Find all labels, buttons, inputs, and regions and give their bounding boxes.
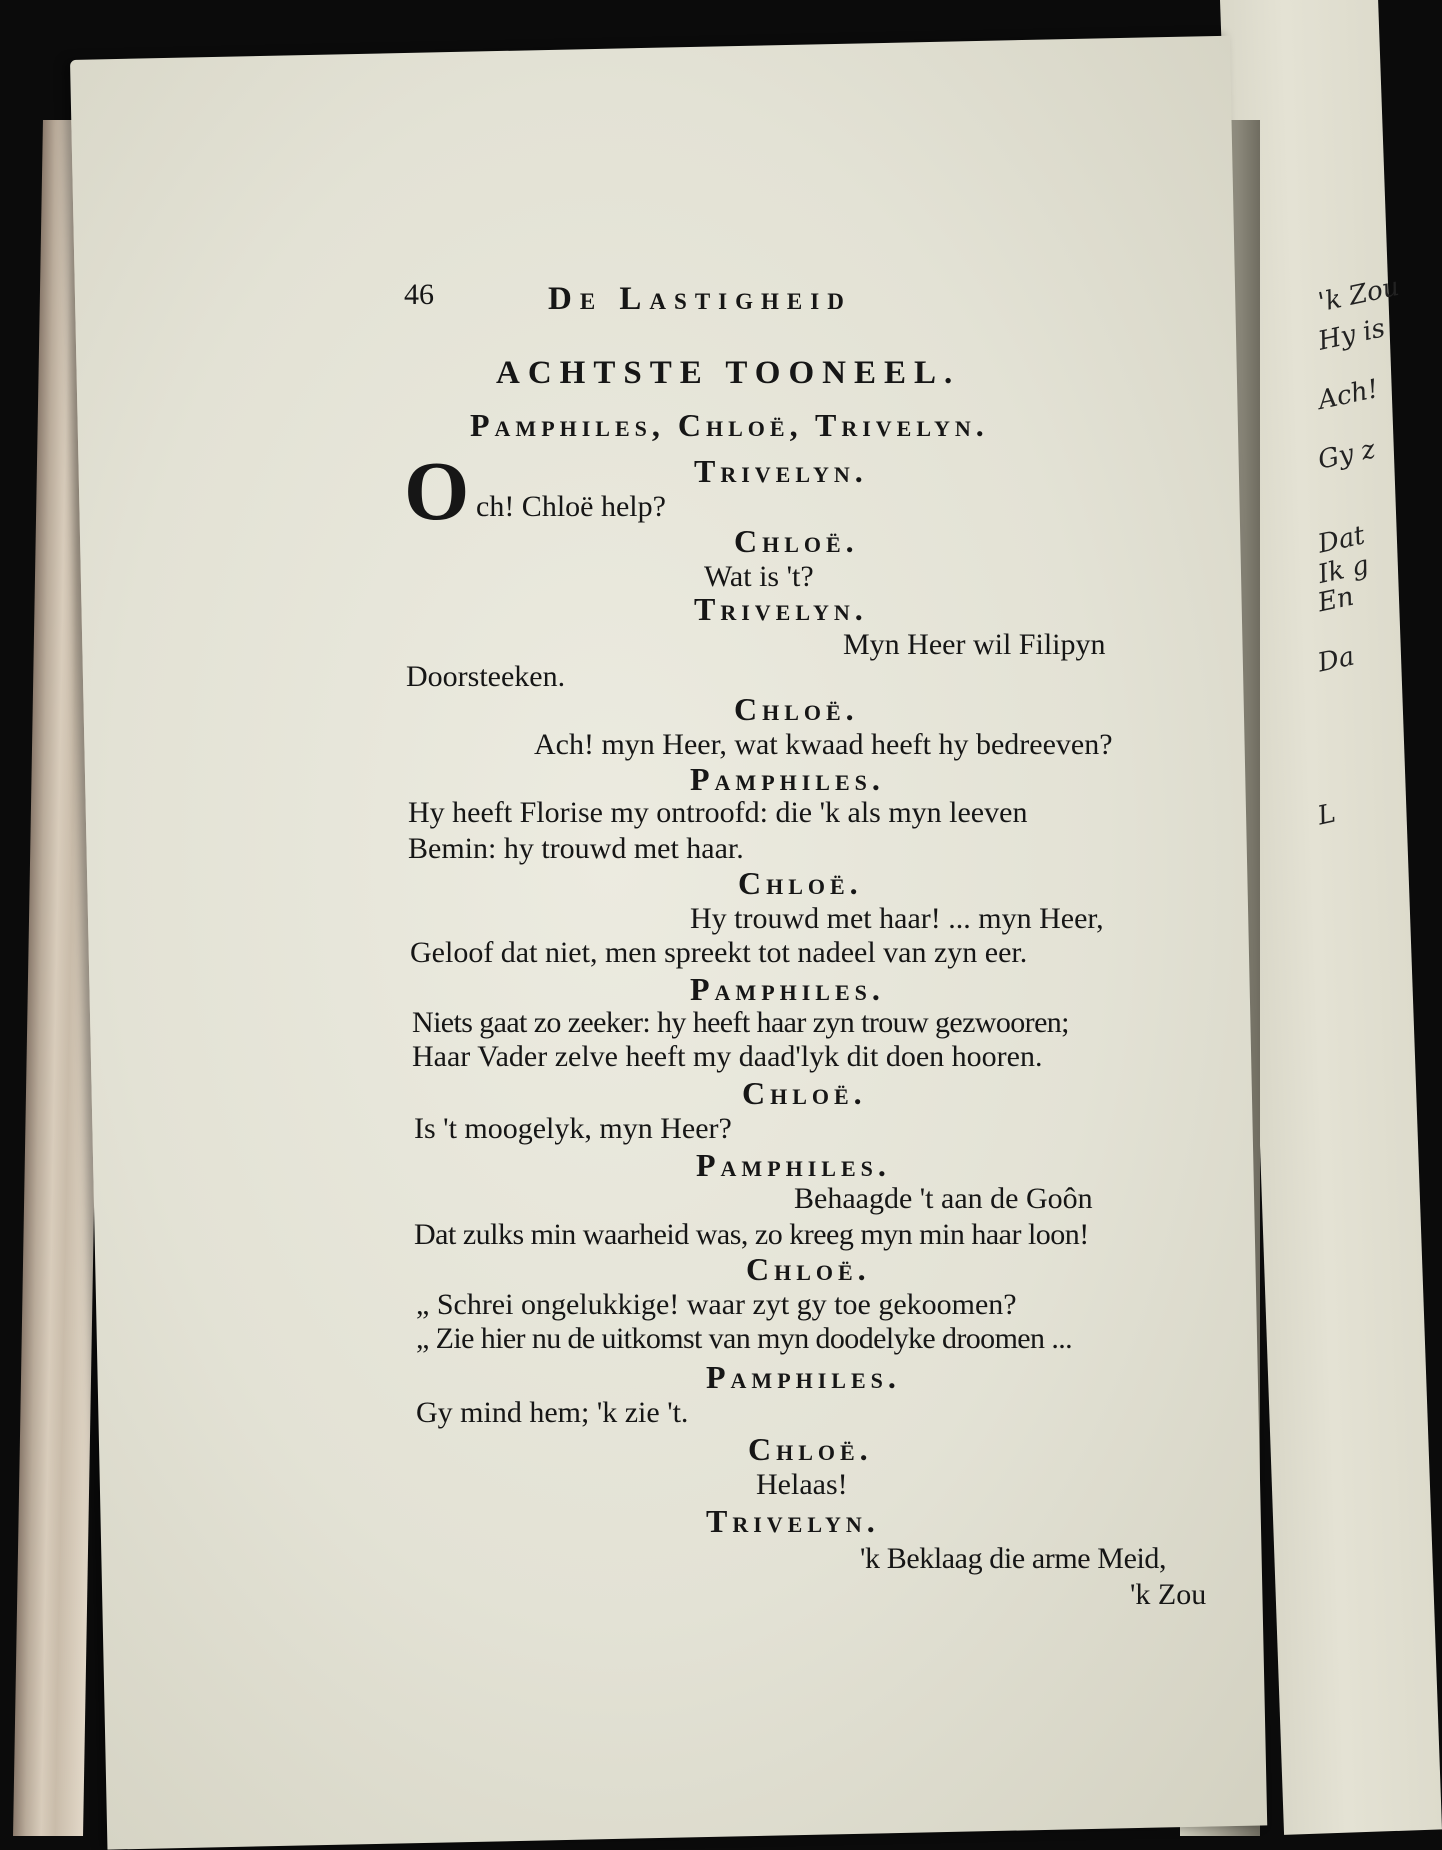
running-title: De Lastigheid: [548, 281, 852, 317]
dialogue-line: Doorsteeken.: [406, 660, 566, 693]
dialogue-line: Wat is 't?: [704, 560, 814, 593]
speaker-name: Chloë.: [734, 523, 859, 559]
facing-fragment: Ach!: [1315, 374, 1381, 416]
page-number: 46: [404, 278, 434, 311]
facing-fragment: Da: [1315, 641, 1358, 679]
speaker-name: Chloë.: [748, 1431, 873, 1467]
speaker-name: Chloë.: [746, 1251, 871, 1287]
dialogue-line: Geloof dat niet, men spreekt tot nadeel van zyn eer.: [410, 936, 1028, 969]
speaker-name: Trivelyn.: [694, 591, 868, 627]
speaker-name: Chloë.: [742, 1075, 867, 1111]
dialogue-line: Helaas!: [756, 1468, 848, 1501]
facing-fragment: Hy is: [1315, 313, 1388, 357]
dialogue-line: Myn Heer wil Filipyn: [843, 628, 1106, 661]
speaker-name: Trivelyn.: [694, 453, 868, 489]
speaker-name: Chloë.: [738, 865, 863, 901]
dialogue-line: „ Zie hier nu de uitkomst van myn doodelyke droomen ...: [416, 1322, 1073, 1355]
dialogue-line: Gy mind hem; 'k zie 't.: [416, 1396, 689, 1429]
speaker-name: Trivelyn.: [706, 1503, 880, 1539]
dialogue-line: Hy heeft Florise my ontroofd: die 'k als myn leeven: [408, 796, 1028, 829]
dialogue-line: Haar Vader zelve heeft my daad'lyk dit doen hooren.: [412, 1040, 1043, 1073]
speaker-name: Pamphiles.: [690, 761, 885, 797]
dialogue-line: Hy trouwd met haar! ... myn Heer,: [690, 902, 1104, 935]
facing-fragment: Dat: [1315, 520, 1368, 560]
facing-page-text: [1315, 271, 1402, 1200]
speaker-name: Pamphiles.: [706, 1359, 901, 1395]
facing-fragment: L: [1315, 798, 1339, 832]
scene-title: ACHTSTE TOONEEL.: [496, 355, 961, 391]
facing-fragment: 'k Zou: [1315, 271, 1402, 319]
facing-fragment: Ik g: [1315, 550, 1372, 590]
dialogue-line: Niets gaat zo zeeker: hy heeft haar zyn trouw gezwooren;: [412, 1006, 1069, 1039]
facing-fragment: Gy z: [1315, 434, 1378, 476]
dialogue-line: ch! Chloë help?: [476, 490, 666, 523]
dialogue-line: Dat zulks min waarheid was, zo kreeg myn min haar loon!: [414, 1218, 1089, 1251]
dialogue-line: Ach! myn Heer, wat kwaad heeft hy bedreeven?: [534, 728, 1113, 761]
scene-characters: Pamphiles, Chloë, Trivelyn.: [470, 407, 989, 443]
dialogue-line: Behaagde 't aan de Goôn: [794, 1182, 1093, 1215]
drop-cap: O: [404, 445, 470, 538]
speaker-name: Chloë.: [734, 691, 859, 727]
dialogue-line: 'k Beklaag die arme Meid,: [860, 1542, 1167, 1575]
dialogue-line: Is 't moogelyk, myn Heer?: [414, 1112, 732, 1145]
speaker-name: Pamphiles.: [690, 971, 885, 1007]
dialogue-line: Bemin: hy trouwd met haar.: [408, 832, 744, 865]
facing-fragment: En: [1315, 581, 1357, 619]
catchword: 'k Zou: [1130, 1578, 1207, 1611]
speaker-name: Pamphiles.: [696, 1147, 891, 1183]
dialogue-line: „ Schrei ongelukkige! waar zyt gy toe gekoomen?: [416, 1288, 1017, 1321]
